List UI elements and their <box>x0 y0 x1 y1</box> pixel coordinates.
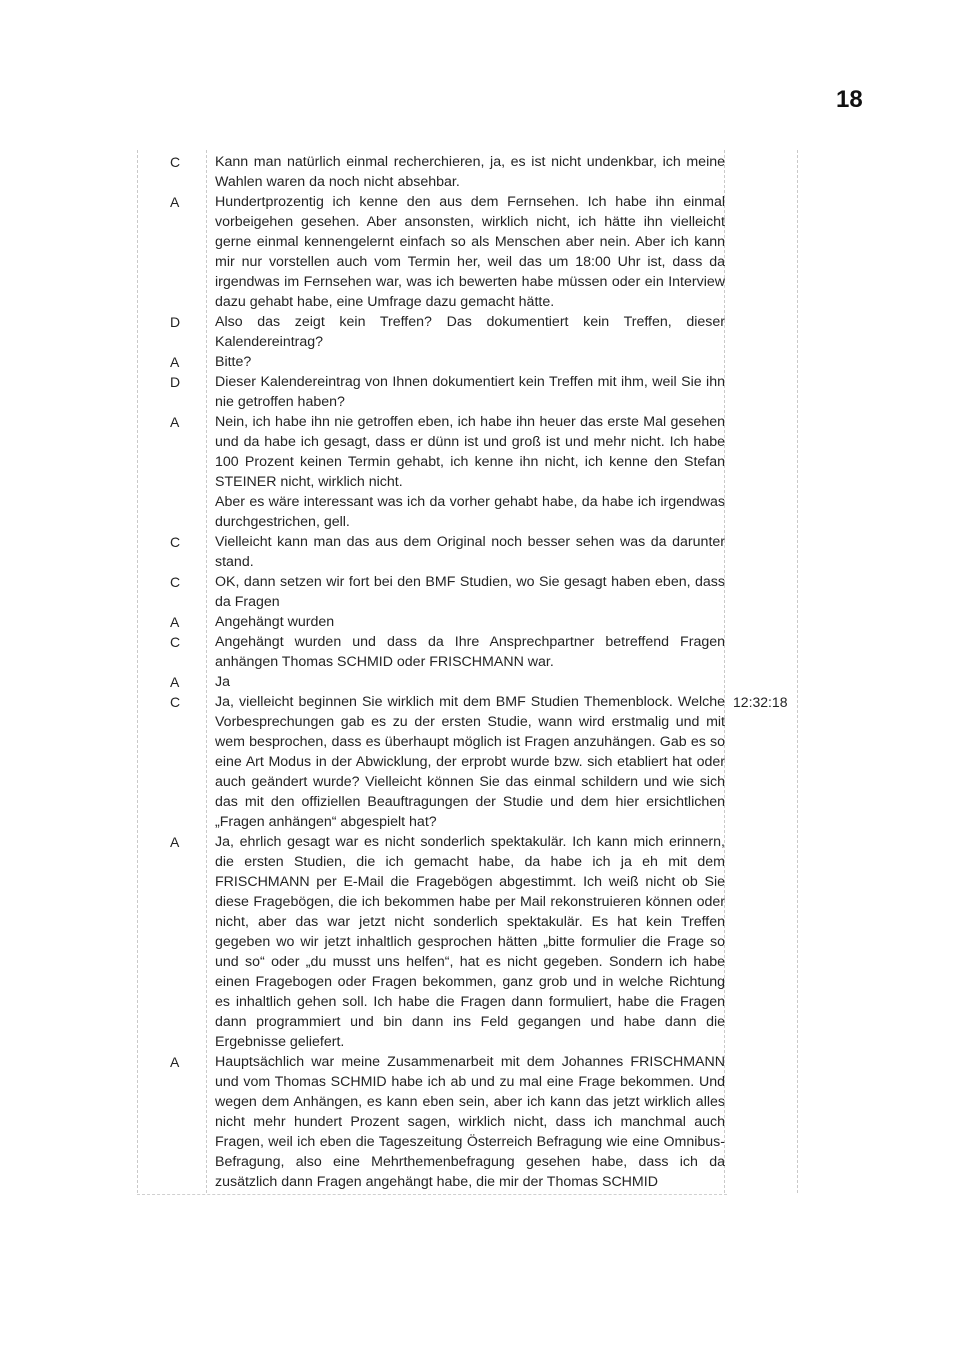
table-bottom-rule <box>137 1194 727 1195</box>
speech-text <box>215 192 725 312</box>
speech-paragraph: Ja <box>215 674 230 690</box>
timestamp <box>725 1052 800 1192</box>
speech-text <box>215 352 725 372</box>
timestamp <box>725 532 800 572</box>
speech-text <box>215 632 725 672</box>
speech-paragraph: Vielleicht kann man das aus dem Original noch besser sehen was da darunter stand. <box>215 534 725 570</box>
timestamp <box>725 412 800 532</box>
timestamp <box>725 632 800 672</box>
page-number: 18 <box>836 86 863 113</box>
speech-paragraph: Nein, ich habe ihn nie getroffen eben, ich habe ihn heuer das erste Mal gesehen und da habe ich gesagt, dass er dünn ist und groß ist und mehr nicht. Ich habe 100 Prozent keinen Termin gehabt, ich kenne ihn nicht, ich kenne den Stefan STEINER nicht, wirklich nicht. <box>215 414 725 490</box>
speaker-label: C <box>170 634 181 650</box>
speech-paragraph: Angehängt wurden <box>215 614 335 630</box>
transcript-table <box>140 152 800 1192</box>
speech-text <box>215 152 725 192</box>
transcript-row <box>140 192 800 312</box>
speech-paragraph: Hauptsächlich war meine Zusammenarbeit mit dem Johannes FRISCHMANN und vom Thomas SCHMID habe ich ab und zu mal eine Frage bekommen. Und wegen dem Anhängen, es kann eben sein, aber ich kann das jetzt wirklich alles nicht mehr hundert Prozent sagen, wirklich nicht, dass ich manchmal auch Fragen, weil ich eben die Tageszeitung Österreich Befragung wie eine Omnibus-Befragung, also eine Mehrthemenbefragung gesehen habe, dass ich da zusätzlich dann Fragen angehängt habe, die mir der Thomas SCHMID <box>215 1054 725 1190</box>
speech-text <box>215 672 725 692</box>
speaker-label: D <box>170 374 181 390</box>
speaker-label: A <box>170 414 180 430</box>
speaker-label: A <box>170 674 180 690</box>
speech-paragraph: Angehängt wurden und dass da Ihre Ansprechpartner betreffend Fragen anhängen Thomas SCHMID oder FRISCHMANN war. <box>215 634 725 670</box>
speech-text <box>215 532 725 572</box>
transcript-row <box>140 1052 800 1192</box>
speaker-label: C <box>170 574 181 590</box>
speaker-label: C <box>170 694 181 710</box>
timestamp <box>725 312 800 352</box>
timestamp <box>725 832 800 1052</box>
speech-text <box>215 832 725 1052</box>
timestamp <box>725 152 800 192</box>
speech-text <box>215 1052 725 1192</box>
transcript-row <box>140 312 800 352</box>
speaker-label: A <box>170 1054 180 1070</box>
speaker-label: A <box>170 614 180 630</box>
transcript-row <box>140 372 800 412</box>
timestamp <box>725 192 800 312</box>
transcript-row <box>140 572 800 612</box>
speech-paragraph: Ja, vielleicht beginnen Sie wirklich mit dem BMF Studien Themenblock. Welche Vorbesprechungen gab es zu der ersten Studie, wann wird erstmalig und mit wem besprochen, dass es überhaupt möglich ist Fragen anzuhängen. Gab es so eine Art Modus in der Abwicklung, der erprobt wurde bzw. sich etabliert hat oder auch geändert wurde? Vielleicht können Sie das einmal schildern und wie sich das mit den offiziellen Beauftragungen der Studie und dem hier ersichtlichen „Fragen anhängen“ abgespielt hat? <box>215 694 725 830</box>
timestamp: 12:32:18 <box>733 694 788 710</box>
speech-paragraph: Kann man natürlich einmal recherchieren, ja, es ist nicht undenkbar, ich meine Wahlen waren da noch nicht absehbar. <box>215 154 725 190</box>
speech-text <box>215 572 725 612</box>
timestamp <box>725 612 800 632</box>
speech-paragraph: Also das zeigt kein Treffen? Das dokumentiert kein Treffen, dieser Kalendereintrag? <box>215 314 725 350</box>
speech-text <box>215 612 725 632</box>
speech-paragraph: Ja, ehrlich gesagt war es nicht sonderlich spektakulär. Ich kann mich erinnern, die ersten Studien, die ich gemacht habe, da habe ich ja eh mit dem FRISCHMANN per E-Mail die Fragebögen abgestimmt. Ich weiß nicht ob Sie diese Fragebögen, die ich bekommen habe per Mail rekonstruieren können oder nicht, aber das war jetzt nicht sonderlich spektakulär. Es hat kein Treffen gegeben wo wir jetzt inhaltlich gesprochen hätten „bitte formulier die Frage so und so“ oder „du musst uns helfen“, hat es nicht gegeben. Sondern ich habe einen Fragebogen oder Fragen bekommen, ganz grob und in welche Richtung es inhaltlich gehen soll. Ich habe die Fragen dann formuliert, habe die Fragen dann programmiert und bin dann ins Feld gegangen und habe dann die Ergebnisse geliefert. <box>215 834 725 1050</box>
speaker-label: C <box>170 154 181 170</box>
speech-paragraph: OK, dann setzen wir fort bei den BMF Studien, wo Sie gesagt haben eben, dass da Fragen <box>215 574 725 610</box>
timestamp <box>725 672 800 692</box>
transcript-row <box>140 612 800 632</box>
transcript-row <box>140 152 800 192</box>
speaker-label: A <box>170 834 180 850</box>
speech-paragraph: Bitte? <box>215 354 252 370</box>
transcript-row <box>140 632 800 672</box>
speaker-label: C <box>170 534 181 550</box>
speaker-label: D <box>170 314 181 330</box>
transcript-row <box>140 692 800 832</box>
speaker-label: A <box>170 354 180 370</box>
speech-paragraph: Dieser Kalendereintrag von Ihnen dokumentiert kein Treffen mit ihm, weil Sie ihn nie getroffen haben? <box>215 374 725 410</box>
timestamp <box>725 572 800 612</box>
transcript-row <box>140 832 800 1052</box>
transcript-row <box>140 352 800 372</box>
transcript-row <box>140 672 800 692</box>
speech-text <box>215 692 725 832</box>
speech-paragraph: Aber es wäre interessant was ich da vorher gehabt habe, da habe ich irgendwas durchgestrichen, gell. <box>215 494 725 530</box>
timestamp <box>725 352 800 372</box>
column-rule <box>137 150 138 1193</box>
speech-text <box>215 372 725 412</box>
speaker-label: A <box>170 194 180 210</box>
speech-text <box>215 312 725 352</box>
speech-text <box>215 412 725 532</box>
transcript-row <box>140 532 800 572</box>
transcript-row <box>140 412 800 532</box>
timestamp <box>725 372 800 412</box>
speech-paragraph: Hundertprozentig ich kenne den aus dem Fernsehen. Ich habe ihn einmal vorbeigehen gesehen. Aber ansonsten, wirklich nicht, ich hätte ihn vielleicht gerne einmal kennengelernt einfach so als Menschen aber nein. Aber ich kann mir nur vorstellen auch vom Termin her, weil das um 18:00 Uhr ist, dass da irgendwas im Fernsehen war, was ich bewerten habe müssen oder ein Interview dazu gehabt habe, eine Umfrage dazu gemacht hätte. <box>215 194 725 310</box>
